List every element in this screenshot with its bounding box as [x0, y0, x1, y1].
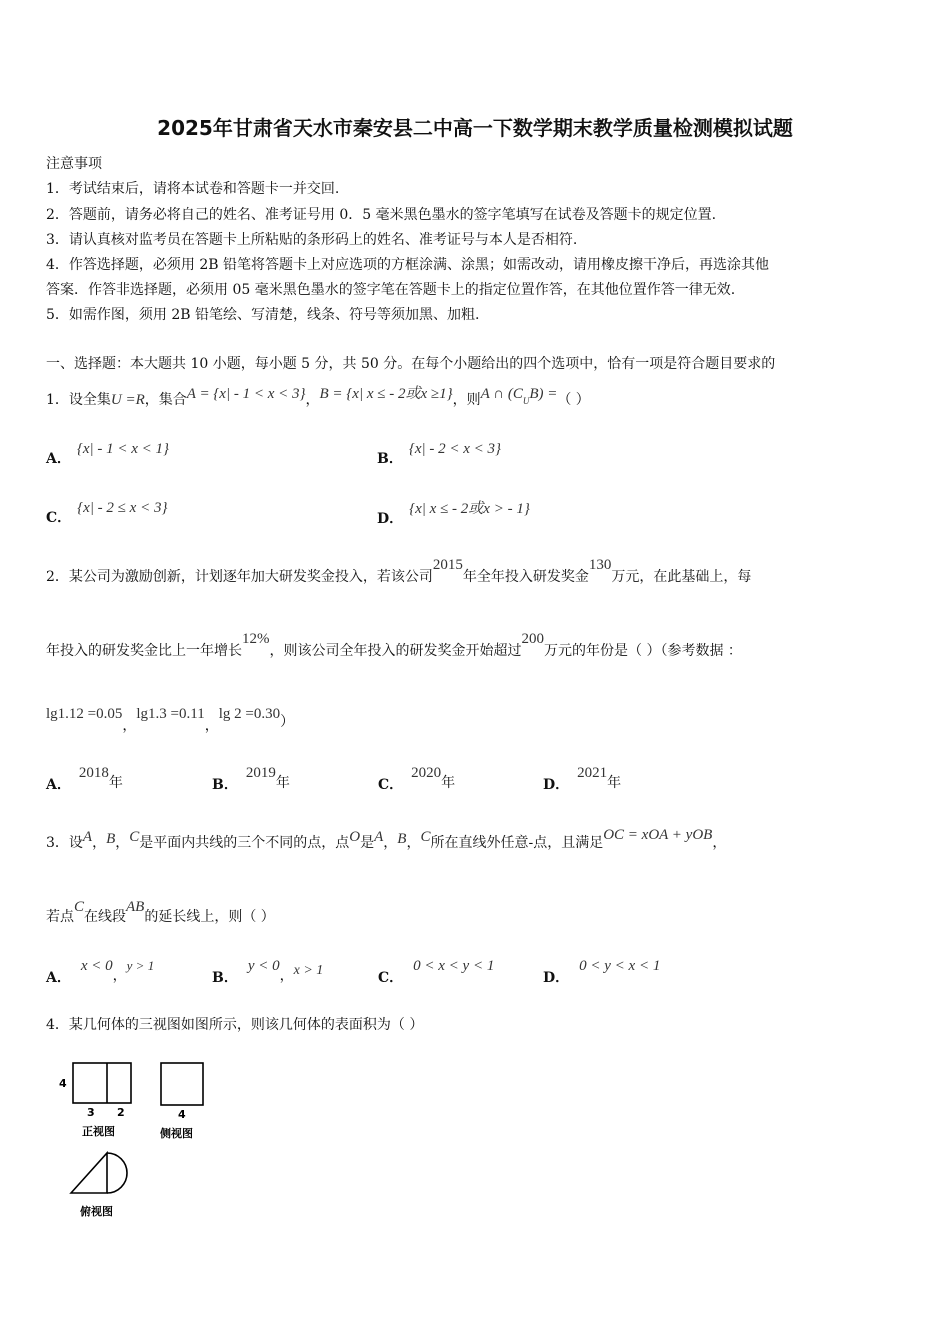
- close-paren: ）: [280, 714, 295, 730]
- option-math: {x| - 2 < x < 3}: [408, 441, 502, 457]
- question-text: 设: [68, 835, 83, 851]
- option-math: y < 0: [247, 958, 280, 974]
- option-label: B．: [212, 777, 238, 793]
- question-text: 年投入的研发奖金比上一年增长: [46, 643, 242, 659]
- top-view-label: 俯视图: [80, 1205, 113, 1218]
- side-view: [161, 1063, 203, 1105]
- question-number: 3．: [46, 835, 69, 851]
- math-subscript: U: [522, 395, 530, 406]
- three-view-figure: [50, 1050, 220, 1225]
- point-c: C: [74, 899, 85, 915]
- option-suffix: 年: [607, 775, 622, 791]
- question-number: 1．: [46, 392, 69, 408]
- option-label: A．: [46, 777, 71, 793]
- front-view-label: 正视图: [82, 1125, 115, 1138]
- option-math: 2018: [78, 765, 109, 781]
- option-math: x < 0: [80, 958, 113, 974]
- notice-item: 2．答题前，请务必将自己的姓名、准考证号用 0．5 毫米黑色墨水的签字笔填写在试卷及答题卡的规定位置.: [46, 207, 717, 223]
- notice-heading: 注意事项: [46, 156, 102, 172]
- question-text: ，: [305, 392, 320, 408]
- question-text: 某公司为激励创新，计划逐年加大研发奖金投入，若该公司: [68, 569, 433, 585]
- math-expression: A ∩ (C: [480, 386, 523, 402]
- option-math: 0 < x < y < 1: [413, 958, 495, 974]
- question-2-reference-data: [46, 703, 295, 734]
- question-1: [46, 388, 590, 410]
- question-text: 万元的年份是（ ）（参考数据 ：: [544, 643, 742, 659]
- question-text: 所在直线外任意-点，且满足: [430, 835, 604, 851]
- math-expression: 12%: [242, 631, 270, 647]
- point-a: A: [82, 829, 93, 845]
- question-text: 万元，在此基础上，每: [611, 569, 752, 585]
- option-label: B．: [212, 970, 238, 986]
- option-a[interactable]: [46, 438, 170, 467]
- question-text: 设全集: [68, 392, 111, 408]
- dim-label: 4: [178, 1108, 186, 1121]
- option-label: A．: [46, 451, 71, 467]
- option-b[interactable]: [212, 762, 290, 793]
- question-4: [46, 1014, 423, 1034]
- dim-label: 3: [87, 1106, 95, 1119]
- separator: ，: [279, 968, 294, 984]
- page-title: 2025年甘肃省天水市秦安县二中高一下数学期末教学质量检测模拟试题: [157, 116, 793, 140]
- answer-bracket: （ ）: [557, 392, 590, 408]
- question-number: 2．: [46, 569, 69, 585]
- math-expression: A = {x| - 1 < x < 3}: [186, 386, 306, 402]
- question-text: 在线段: [84, 909, 127, 925]
- point-c: C: [129, 829, 140, 845]
- dim-label: 4: [59, 1077, 67, 1090]
- option-label: B．: [377, 451, 403, 467]
- option-label: A．: [46, 970, 71, 986]
- question-text: 年全年投入研发奖金: [462, 569, 589, 585]
- option-b[interactable]: [377, 438, 502, 467]
- top-view-semicircle: [107, 1153, 127, 1193]
- separator: ，: [92, 835, 107, 851]
- option-d[interactable]: [543, 762, 622, 793]
- option-label: C．: [46, 510, 72, 526]
- option-label: D．: [543, 970, 570, 986]
- option-d[interactable]: [377, 497, 530, 527]
- dim-label: 2: [117, 1106, 125, 1119]
- option-a[interactable]: [46, 762, 123, 793]
- point-o: O: [349, 829, 361, 845]
- math-expression: lg1.12 =0.05: [46, 706, 123, 722]
- side-view-outline: [161, 1063, 203, 1105]
- separator: ，: [383, 835, 398, 851]
- question-text: 是平面内共线的三个不同的点，点: [139, 835, 350, 851]
- question-3-line-1: [46, 827, 727, 852]
- section-heading: 一、选择题：本大题共 10 小题，每小题 5 分，共 50 分。在每个小题给出的四个选项中，恰有一项是符合题目要求的: [46, 356, 776, 372]
- option-label: D．: [377, 511, 404, 527]
- separator: ，: [115, 835, 130, 851]
- question-2-line-1: [46, 557, 752, 586]
- math-expression: 200: [521, 631, 544, 647]
- math-expression: lg1.3 =0.11: [136, 706, 205, 722]
- option-math: {x| - 2 ≤ x < 3}: [77, 500, 168, 516]
- top-view-triangle: [71, 1153, 107, 1193]
- option-math: x > 1: [293, 963, 324, 978]
- question-text: ，集合: [144, 392, 187, 408]
- math-expression: B = {x| x ≤ - 2或x ≥1}: [319, 386, 453, 402]
- option-d[interactable]: [543, 955, 661, 986]
- segment-ab: AB: [126, 899, 145, 915]
- notice-item: 1．考试结束后，请将本试卷和答题卡一并交回.: [46, 181, 340, 197]
- math-expression: 130: [588, 557, 612, 573]
- option-suffix: 年: [441, 775, 456, 791]
- notice-item: 3．请认真核对监考员在答题卡上所粘贴的条形码上的姓名、准考证号与本人是否相符.: [46, 232, 578, 248]
- separator: ，: [712, 835, 727, 851]
- question-text: 的延长线上，则（ ）: [144, 909, 275, 925]
- option-c[interactable]: [378, 762, 456, 793]
- option-math: 0 < y < x < 1: [579, 958, 661, 974]
- option-math: 2021: [577, 765, 608, 781]
- question-text: ，则: [452, 392, 481, 408]
- question-2-line-2: [46, 631, 742, 660]
- point-c: C: [420, 829, 431, 845]
- option-c[interactable]: [378, 955, 495, 986]
- math-expression: lg 2 =0.30: [218, 706, 281, 722]
- option-suffix: 年: [275, 775, 290, 791]
- option-a[interactable]: [46, 955, 155, 986]
- vector-equation: OC = xOA + yOB: [603, 827, 713, 843]
- question-number: 4．: [46, 1017, 69, 1033]
- separator: ，: [122, 718, 137, 734]
- side-view-label: 侧视图: [160, 1127, 193, 1140]
- front-view: [73, 1063, 131, 1103]
- point-a: A: [374, 829, 384, 845]
- front-view-outline: [73, 1063, 131, 1103]
- notice-item: 5．如需作图，须用 2B 铅笔绘、写清楚，线条、符号等须加黑、加粗.: [46, 307, 480, 323]
- option-math: {x| x ≤ - 2或x > - 1}: [409, 501, 530, 517]
- point-b: B: [106, 831, 116, 847]
- option-label: C．: [378, 777, 404, 793]
- option-math: y > 1: [126, 958, 155, 973]
- option-math: {x| - 1 < x < 1}: [76, 441, 170, 457]
- question-text: 若点: [46, 909, 74, 925]
- separator: ，: [112, 968, 127, 984]
- point-b: B: [397, 831, 407, 847]
- option-label: C．: [378, 970, 404, 986]
- math-expression: 2015: [432, 557, 463, 573]
- option-math: 2019: [245, 765, 276, 781]
- question-text: 是: [360, 835, 375, 851]
- math-expression: U =R: [110, 392, 145, 408]
- top-view: [71, 1153, 127, 1193]
- notice-item: 答案．作答非选择题，必须用 05 毫米黑色墨水的签字笔在答题卡上的指定位置作答，在其他位置作答一律无效.: [46, 282, 736, 298]
- separator: ，: [204, 718, 219, 734]
- option-math: 2020: [411, 765, 442, 781]
- option-b[interactable]: [212, 955, 324, 986]
- separator: ，: [406, 835, 421, 851]
- math-expression: B) =: [529, 386, 558, 402]
- question-text: 某几何体的三视图如图所示，则该几何体的表面积为（ ）: [68, 1017, 424, 1033]
- option-c[interactable]: [46, 497, 168, 526]
- question-text: ，则该公司全年投入的研发奖金开始超过: [269, 643, 522, 659]
- question-3-line-2: [46, 899, 275, 926]
- notice-item: 4．作答选择题，必须用 2B 铅笔将答题卡上对应选项的方框涂满、涂黑；如需改动，请用橡皮擦干净后，再选涂其他: [46, 257, 769, 273]
- option-label: D．: [543, 777, 570, 793]
- option-suffix: 年: [108, 775, 123, 791]
